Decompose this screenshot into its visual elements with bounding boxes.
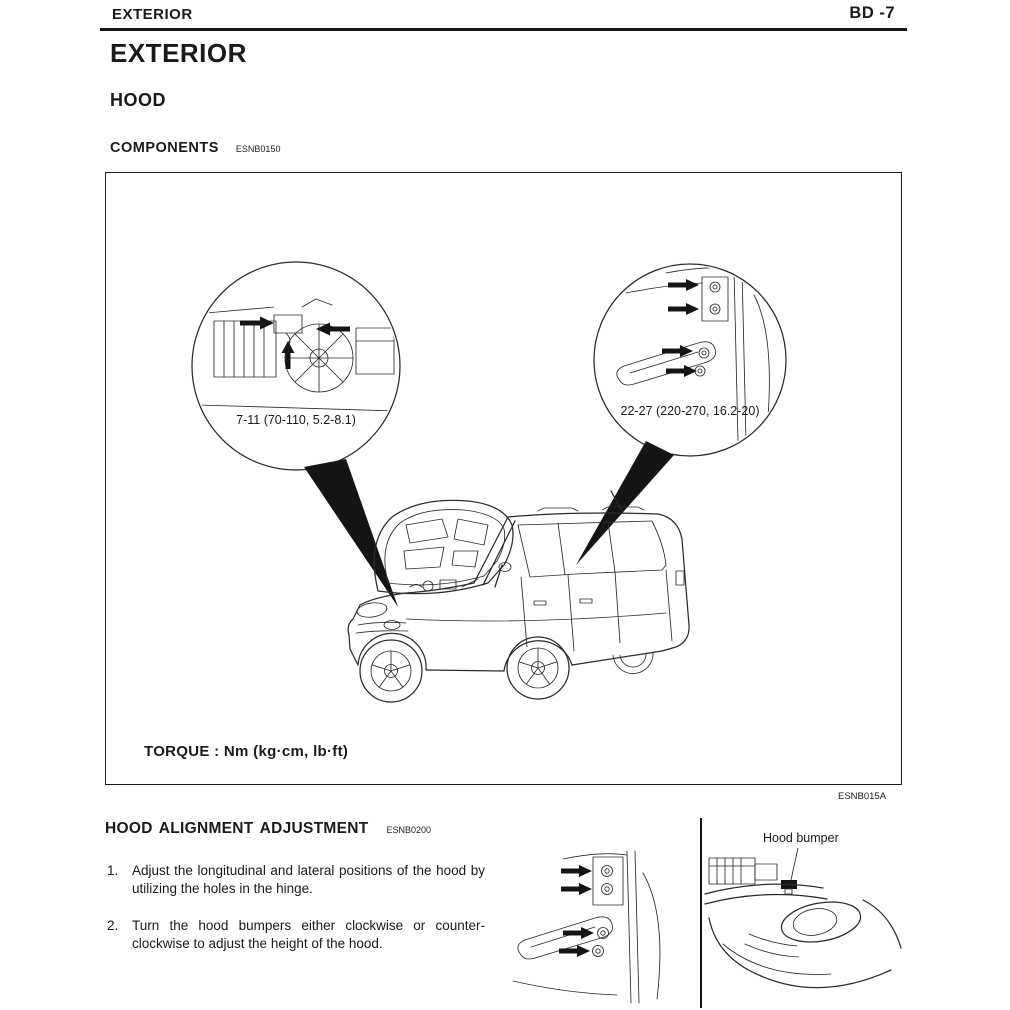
alignment-heading-row bbox=[105, 820, 431, 838]
hinge-adjustment-illustration bbox=[505, 845, 700, 1008]
torque-note: TORQUE : Nm (kg·cm, lb·ft) bbox=[144, 743, 349, 760]
header-section-title: EXTERIOR bbox=[112, 6, 193, 23]
instruction-step-1 bbox=[105, 862, 487, 898]
components-heading-row bbox=[110, 140, 280, 156]
step-text: Turn the hood bumpers either clockwise or counter-clockwise to adjust the height of the hood. bbox=[132, 918, 485, 951]
components-heading: COMPONENTS bbox=[110, 140, 219, 156]
header-page-code: BD -7 bbox=[849, 4, 895, 22]
components-code: ESNB0150 bbox=[235, 144, 281, 154]
header-divider bbox=[100, 28, 907, 31]
alignment-heading: HOOD ALIGNMENT ADJUSTMENT bbox=[105, 820, 369, 837]
hood-section-heading: HOOD bbox=[110, 90, 166, 110]
torque-label-right: 22-27 (220-270, 16.2-20) bbox=[620, 404, 760, 418]
step-text: Adjust the longitudinal and lateral positions of the hood by utilizing the holes in the hinge. bbox=[132, 863, 485, 896]
instruction-step-2 bbox=[105, 917, 487, 953]
step-number: 1. bbox=[107, 863, 119, 878]
hood-components-diagram bbox=[106, 173, 901, 784]
page-title: EXTERIOR bbox=[110, 38, 247, 68]
alignment-code: ESNB0200 bbox=[386, 825, 432, 835]
hood-bumper-illustration bbox=[703, 848, 908, 1008]
components-figure bbox=[105, 172, 902, 785]
torque-label-left: 7-11 (70-110, 5.2-8.1) bbox=[236, 413, 356, 427]
step-number: 2. bbox=[107, 918, 119, 933]
figure-code: ESNB015A bbox=[838, 791, 887, 802]
hood-bumper-label: Hood bumper bbox=[763, 831, 839, 845]
panel-divider bbox=[700, 818, 702, 1008]
